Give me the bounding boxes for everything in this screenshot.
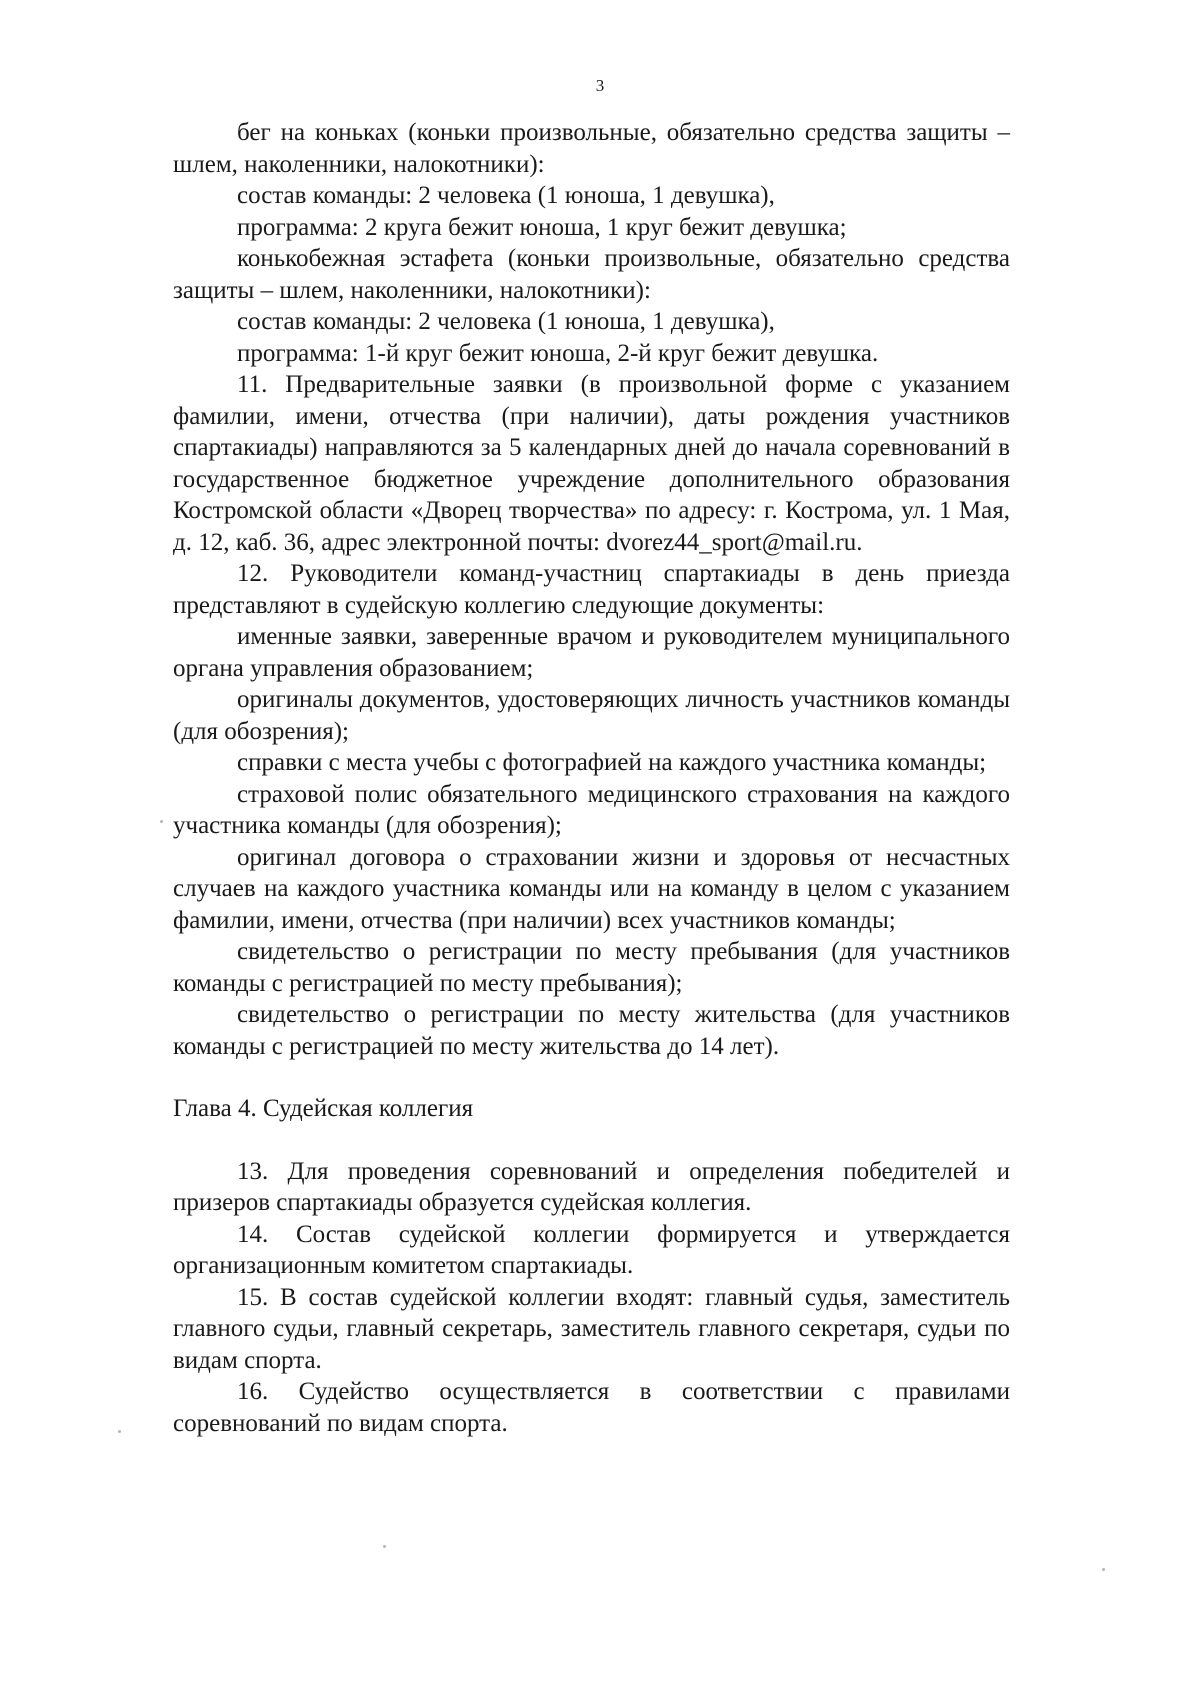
paragraph-relay-equipment: конькобежная эстафета (коньки произвольные, обязательно средства защиты – шлем, наколенники, налокотники):	[173, 245, 1010, 304]
paragraph-15-panel-members: 15. В состав судейской коллегии входят: главный судья, заместитель главного судьи, главный секретарь, заместитель главного секретаря, судьи по видам спорта.	[173, 1283, 1010, 1374]
paragraph-11-preliminary-applications: 11. Предварительные заявки (в произвольной форме с указанием фамилии, имени, отчества (при наличии), даты рождения участников спартакиады) направляются за 5 календарных дней до начала соревнований в государственное бюджетное учреждение дополнительного образования Костромской области «Дворец творчества» по адресу: г. Кострома, ул. 1 Мая, д. 12, каб. 36, адрес электронной почты: dvorez44_sport@mail.ru.	[173, 371, 1010, 556]
paragraph-skating-team: состав команды: 2 человека (1 юноша, 1 девушка),	[237, 182, 775, 209]
scan-speck	[1102, 1568, 1105, 1571]
list-item-accident-insurance: оригинал договора о страховании жизни и здоровья от несчастных случаев на каждого участника команды или на команду в целом с указанием фамилии, имени, отчества (при наличии) всех участников команды;	[173, 843, 1010, 934]
paragraph-relay-team: состав команды: 2 человека (1 юноша, 1 девушка),	[237, 308, 775, 335]
page-number: 3	[595, 76, 605, 95]
list-item-named-applications: именные заявки, заверенные врачом и руководителем муниципального органа управления образованием;	[173, 623, 1010, 682]
list-item-identity-documents: оригиналы документов, удостоверяющих личность участников команды (для обозрения);	[173, 686, 1010, 745]
scan-speck	[160, 820, 163, 823]
scan-speck	[383, 1545, 386, 1548]
chapter-4-heading: Глава 4. Судейская коллегия	[173, 1095, 474, 1122]
paragraph-skating-program: программа: 2 круга бежит юноша, 1 круг бежит девушка;	[237, 213, 847, 241]
list-item-medical-insurance: страховой полис обязательного медицинского страхования на каждого участника команды (для обозрения);	[173, 780, 1010, 839]
paragraph-16-judging-rules: 16. Судейство осуществляется в соответствии с правилами соревнований по видам спорта.	[173, 1378, 1010, 1437]
paragraph-13-judging-panel: 13. Для проведения соревнований и определения победителей и призеров спартакиады образуется судейская коллегия.	[173, 1157, 1010, 1216]
paragraph-14-panel-composition: 14. Состав судейской коллегии формируется и утверждается организационным комитетом спартакиады.	[173, 1220, 1010, 1279]
list-item-residence-registration: свидетельство о регистрации по месту жительства (для участников команды с регистрацией по месту жительства до 14 лет).	[173, 1001, 1010, 1060]
paragraph-relay-program: программа: 1-й круг бежит юноша, 2-й круг бежит девушка.	[237, 339, 879, 367]
list-item-temporary-registration: свидетельство о регистрации по месту пребывания (для участников команды с регистрацией по месту пребывания);	[173, 938, 1010, 997]
scan-speck	[118, 1430, 121, 1433]
paragraph-skating-equipment: бег на коньках (коньки произвольные, обязательно средства защиты – шлем, наколенники, налокотники):	[173, 119, 1010, 178]
list-item-school-certificates: справки с места учебы с фотографией на каждого участника команды;	[237, 749, 987, 776]
document-body	[173, 117, 1010, 1439]
paragraph-12-team-leaders-documents: 12. Руководители команд-участниц спартакиады в день приезда представляют в судейскую коллегию следующие документы:	[173, 560, 1010, 619]
